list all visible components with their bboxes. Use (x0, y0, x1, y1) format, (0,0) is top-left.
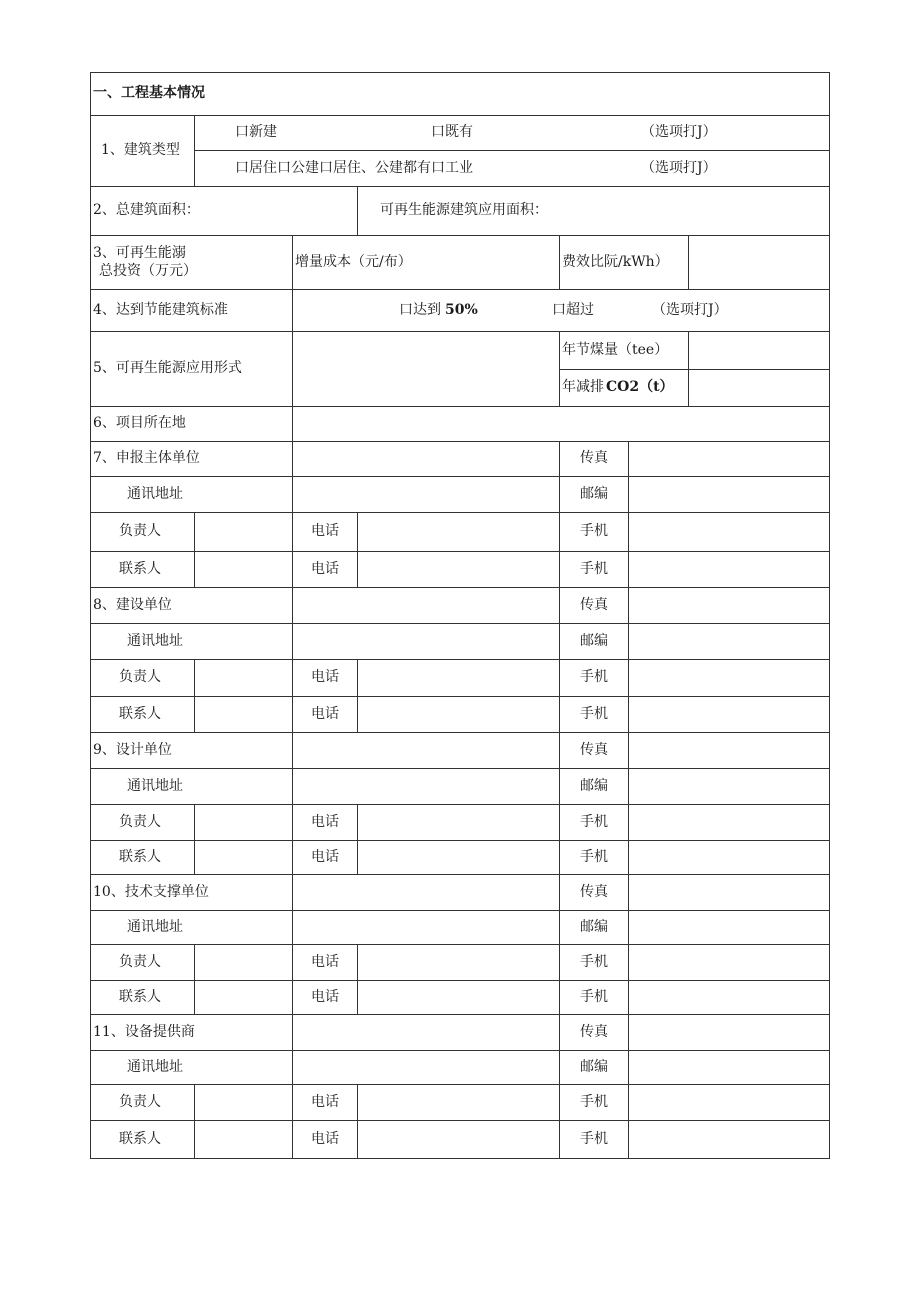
phone-value[interactable] (358, 1085, 560, 1121)
unit-name-value[interactable] (293, 875, 560, 911)
person-in-charge-label: 负责人 (91, 805, 195, 841)
postcode-value[interactable] (629, 624, 830, 660)
option-exceed-checkbox[interactable]: 口超过 (552, 301, 594, 318)
person-in-charge-value[interactable] (195, 660, 293, 697)
section-title: 一、工程基本情况 (91, 73, 830, 116)
contact-value[interactable] (195, 552, 293, 588)
address-value[interactable] (293, 769, 560, 805)
phone-value[interactable] (358, 660, 560, 697)
mobile-label: 手机 (560, 981, 629, 1015)
phone-label: 电话 (293, 805, 358, 841)
total-area-label[interactable]: 2、总建筑面积： (91, 187, 358, 236)
coal-saving-label: 年节煤量（tee） (560, 332, 689, 370)
fax-value[interactable] (629, 1015, 830, 1051)
contact-label: 联系人 (91, 697, 195, 733)
address-label: 通讯地址 (91, 1051, 293, 1085)
phone-value[interactable] (358, 552, 560, 588)
unit-label: 11、设备提供商 (91, 1015, 293, 1051)
fax-label: 传真 (560, 1015, 629, 1051)
fax-value[interactable] (629, 733, 830, 769)
mobile-label: 手机 (560, 697, 629, 733)
postcode-label: 邮编 (560, 911, 629, 945)
address-value[interactable] (293, 911, 560, 945)
contact-value[interactable] (195, 841, 293, 875)
phone-value[interactable] (358, 513, 560, 552)
mobile-value[interactable] (629, 513, 830, 552)
cost-efficiency-value[interactable] (689, 236, 830, 290)
mobile-label: 手机 (560, 660, 629, 697)
contact-value[interactable] (195, 981, 293, 1015)
address-row (91, 624, 830, 660)
address-row (91, 1051, 830, 1085)
phone-label: 电话 (293, 841, 358, 875)
postcode-label: 邮编 (560, 624, 629, 660)
person-in-charge-value[interactable] (195, 945, 293, 981)
person-row (91, 945, 830, 981)
postcode-value[interactable] (629, 769, 830, 805)
address-label: 通讯地址 (91, 769, 293, 805)
person-row (91, 805, 830, 841)
investment-label-line2: 总投资（万元） (99, 262, 197, 279)
fax-label: 传真 (560, 442, 629, 477)
investment-label-line1: 3、可再生能溺 (93, 245, 186, 261)
fax-label: 传真 (560, 588, 629, 624)
unit-label: 9、设计单位 (91, 733, 293, 769)
unit-groups (91, 442, 830, 1159)
unit-row (91, 875, 830, 911)
contact-row (91, 841, 830, 875)
mobile-value[interactable] (629, 697, 830, 733)
option-new-checkbox[interactable]: 口新建 (235, 124, 277, 141)
postcode-label: 邮编 (560, 1051, 629, 1085)
person-row (91, 660, 830, 697)
mobile-label: 手机 (560, 945, 629, 981)
phone-label: 电话 (293, 981, 358, 1015)
person-row (91, 513, 830, 552)
unit-row (91, 733, 830, 769)
mobile-value[interactable] (629, 841, 830, 875)
fax-value[interactable] (629, 442, 830, 477)
mobile-value[interactable] (629, 552, 830, 588)
postcode-value[interactable] (629, 1051, 830, 1085)
phone-value[interactable] (358, 1121, 560, 1159)
option-existing-checkbox[interactable]: 口既有 (431, 124, 473, 141)
unit-name-value[interactable] (293, 588, 560, 624)
phone-label: 电话 (293, 513, 358, 552)
co2-unit: CO2（t） (606, 379, 674, 396)
option-hint: （选项打J） (652, 301, 728, 318)
coal-saving-value[interactable] (689, 332, 830, 370)
contact-row (91, 552, 830, 588)
unit-label: 7、申报主体单位 (91, 442, 293, 477)
postcode-value[interactable] (629, 477, 830, 513)
building-type-label: 1、建筑类型 (91, 116, 195, 187)
address-value[interactable] (293, 477, 560, 513)
mobile-value[interactable] (629, 1085, 830, 1121)
option-reach-value: 50% (445, 301, 478, 318)
person-in-charge-value[interactable] (195, 805, 293, 841)
energy-standard-options (293, 290, 830, 332)
mobile-value[interactable] (629, 981, 830, 1015)
renewable-area-label[interactable]: 可再生能源建筑应用面积： (358, 187, 830, 236)
option-hint: （选项打J） (641, 159, 717, 176)
mobile-label: 手机 (560, 805, 629, 841)
unit-row (91, 1015, 830, 1051)
address-label: 通讯地址 (91, 624, 293, 660)
project-info-form (90, 72, 830, 1159)
address-value[interactable] (293, 624, 560, 660)
unit-name-value[interactable] (293, 442, 560, 477)
postcode-label: 邮编 (560, 477, 629, 513)
mobile-label: 手机 (560, 552, 629, 588)
person-in-charge-label: 负责人 (91, 1085, 195, 1121)
contact-row (91, 697, 830, 733)
cost-efficiency-label: 费效比阮/kWh） (560, 236, 689, 290)
contact-row (91, 1121, 830, 1159)
location-label: 6、项目所在地 (91, 407, 293, 442)
fax-label: 传真 (560, 733, 629, 769)
contact-row (91, 981, 830, 1015)
mobile-value[interactable] (629, 1121, 830, 1159)
total-investment-label (91, 236, 293, 290)
option-reach-label: 口达到 (399, 301, 441, 318)
mobile-value[interactable] (629, 660, 830, 697)
co2-reduction-label (560, 370, 689, 407)
option-hint: （选项打J） (641, 124, 717, 141)
location-value[interactable] (293, 407, 830, 442)
address-row (91, 911, 830, 945)
fax-value[interactable] (629, 875, 830, 911)
co2-prefix: 年减排 (562, 379, 604, 396)
unit-label: 10、技术支撑单位 (91, 875, 293, 911)
contact-value[interactable] (195, 1121, 293, 1159)
energy-standard-label: 4、达到节能建筑标准 (91, 290, 293, 332)
mobile-label: 手机 (560, 1121, 629, 1159)
phone-value[interactable] (358, 805, 560, 841)
person-in-charge-label: 负责人 (91, 660, 195, 697)
unit-name-value[interactable] (293, 1015, 560, 1051)
phone-value[interactable] (358, 697, 560, 733)
postcode-value[interactable] (629, 911, 830, 945)
application-form-value[interactable] (293, 332, 560, 407)
phone-label: 电话 (293, 697, 358, 733)
option-usage-checkboxes[interactable]: 口居住口公建口居住、公建都有口工业 (235, 159, 473, 176)
option-reach-50-checkbox[interactable] (399, 302, 552, 320)
fax-value[interactable] (629, 588, 830, 624)
phone-value[interactable] (358, 981, 560, 1015)
address-label: 通讯地址 (91, 477, 293, 513)
phone-value[interactable] (358, 841, 560, 875)
mobile-label: 手机 (560, 1085, 629, 1121)
phone-label: 电话 (293, 1121, 358, 1159)
building-type-row-2 (195, 151, 830, 187)
contact-label: 联系人 (91, 1121, 195, 1159)
co2-reduction-value[interactable] (689, 370, 830, 407)
contact-label: 联系人 (91, 841, 195, 875)
application-form-label: 5、可再生能源应用形式 (91, 332, 293, 407)
person-in-charge-label: 负责人 (91, 945, 195, 981)
person-row (91, 1085, 830, 1121)
fax-label: 传真 (560, 875, 629, 911)
phone-label: 电话 (293, 1085, 358, 1121)
mobile-value[interactable] (629, 945, 830, 981)
unit-row (91, 588, 830, 624)
person-in-charge-value[interactable] (195, 513, 293, 552)
contact-value[interactable] (195, 697, 293, 733)
address-value[interactable] (293, 1051, 560, 1085)
person-in-charge-value[interactable] (195, 1085, 293, 1121)
address-row (91, 477, 830, 513)
address-label: 通讯地址 (91, 911, 293, 945)
unit-row (91, 442, 830, 477)
phone-label: 电话 (293, 660, 358, 697)
contact-label: 联系人 (91, 981, 195, 1015)
building-type-row-1 (195, 116, 830, 151)
mobile-value[interactable] (629, 805, 830, 841)
incremental-cost-label: 增量成本（元/布） (293, 236, 560, 290)
unit-label: 8、建设单位 (91, 588, 293, 624)
unit-name-value[interactable] (293, 733, 560, 769)
phone-label: 电话 (293, 945, 358, 981)
mobile-label: 手机 (560, 513, 629, 552)
person-in-charge-label: 负责人 (91, 513, 195, 552)
address-row (91, 769, 830, 805)
phone-label: 电话 (293, 552, 358, 588)
mobile-label: 手机 (560, 841, 629, 875)
contact-label: 联系人 (91, 552, 195, 588)
postcode-label: 邮编 (560, 769, 629, 805)
phone-value[interactable] (358, 945, 560, 981)
